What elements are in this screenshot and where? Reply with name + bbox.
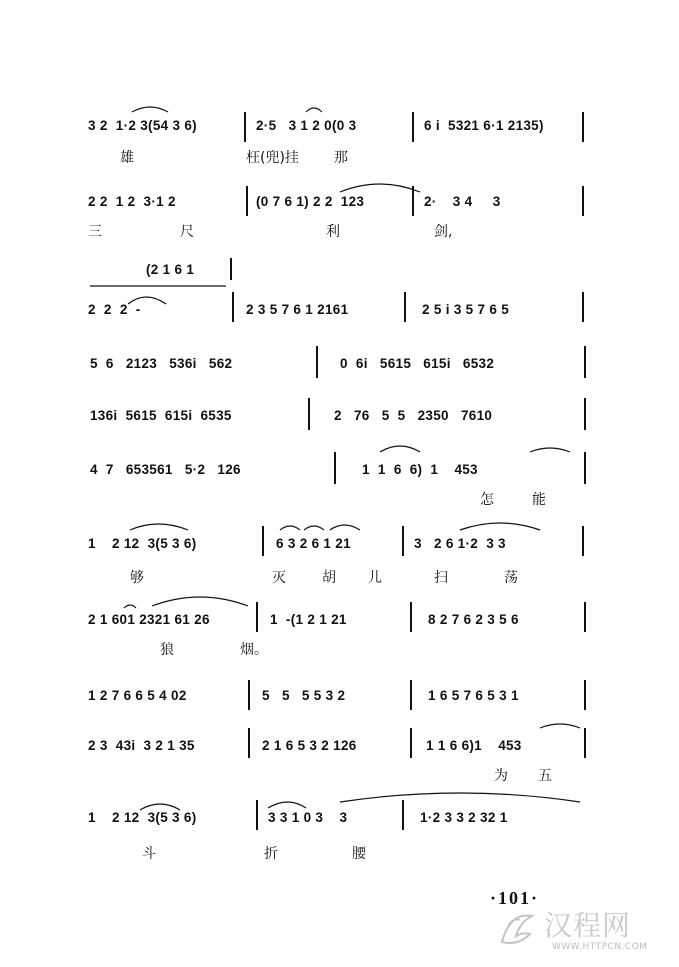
- staff-1-measure-1: 3 2 1·2 3(54 3 6): [88, 118, 197, 133]
- staff-2-measure-2: (0 7 6 1) 2 2 123: [256, 194, 365, 209]
- staff-7-measure-2: 6 3 2 6 1 21: [276, 536, 351, 551]
- lyric: 为: [494, 768, 508, 784]
- lyric: 腰: [352, 846, 366, 862]
- lyric: 扫: [434, 570, 448, 586]
- barline: [402, 800, 404, 830]
- barline: [248, 680, 250, 710]
- barline: [582, 292, 584, 322]
- barline: [584, 398, 586, 430]
- staff-7-measure-3: 3 2 6 1·2 3 3: [414, 536, 506, 551]
- watermark-text: 汉程网: [544, 909, 632, 942]
- staff-10-measure-2: 2 1 6 5 3 2 126: [262, 738, 357, 753]
- staff-2-measure-1: 2 2 1 2 3·1 2: [88, 194, 176, 209]
- staff-6-measure-1: 4 7 653561 5·2 126: [90, 462, 241, 477]
- lyric: 狼: [160, 642, 174, 658]
- logo-icon: [492, 902, 544, 954]
- barline: [584, 452, 586, 484]
- lyric: 能: [532, 492, 546, 508]
- staff-10-measure-1: 2 3 43i 3 2 1 35: [88, 738, 195, 753]
- barline: [316, 346, 318, 378]
- staff-11-measure-2: 3 3 1 0 3 3: [268, 810, 348, 825]
- barline: [412, 186, 414, 216]
- lyric: 灭: [272, 570, 286, 586]
- staff-2-measure-3: 2· 3 4 3: [424, 194, 501, 209]
- barline: [230, 258, 232, 280]
- barline: [256, 800, 258, 830]
- lyric: 利: [326, 224, 340, 240]
- staff-4-measure-2: 0 6i 5615 615i 6532: [340, 356, 495, 371]
- barline: [584, 602, 586, 632]
- lyric: 儿: [368, 570, 382, 586]
- barline: [308, 398, 310, 430]
- staff-4-measure-1: 5 6 2123 536i 562: [90, 356, 233, 371]
- barline: [232, 292, 234, 322]
- staff-9-measure-3: 1 6 5 7 6 5 3 1: [428, 688, 519, 703]
- watermark-logo: [492, 900, 672, 960]
- barline: [248, 728, 250, 758]
- lyric: 尺: [180, 224, 194, 240]
- page-number: ·101·: [490, 888, 540, 908]
- staff-3-measure-2: 2 3 5 7 6 1 2161: [246, 302, 349, 317]
- lyric: 那: [334, 150, 348, 166]
- barline: [582, 526, 584, 556]
- staff-3-alt-ending: (2 1 6 1: [146, 262, 195, 277]
- lyric: 折: [264, 846, 278, 862]
- barline: [262, 526, 264, 556]
- staff-8-measure-3: 8 2 7 6 2 3 5 6: [428, 612, 519, 627]
- staff-11-measure-1: 1 2 12 3(5 3 6): [88, 810, 197, 825]
- staff-6-measure-2: 1 1 6 6) 1 453: [362, 462, 478, 477]
- staff-7-measure-1: 1 2 12 3(5 3 6): [88, 536, 197, 551]
- barline: [246, 186, 248, 216]
- staff-3-measure-3: 2 5 i 3 5 7 6 5: [422, 302, 510, 317]
- lyric: 斗: [142, 846, 156, 862]
- staff-1-measure-3: 6 i 5321 6·1 2135): [424, 118, 544, 133]
- barline: [402, 526, 404, 556]
- barline: [584, 728, 586, 758]
- staff-9-measure-1: 1 2 7 6 6 5 4 02: [88, 688, 187, 703]
- barline: [582, 112, 584, 142]
- staff-9-measure-2: 5 5 5 5 3 2: [262, 688, 346, 703]
- lyric: 枉(兜)挂: [246, 150, 299, 166]
- staff-5-measure-2: 2 76 5 5 2350 7610: [334, 408, 493, 423]
- barline: [582, 186, 584, 216]
- lyric: 五: [538, 768, 552, 784]
- lyric: 够: [130, 570, 144, 586]
- lyric: 怎: [480, 492, 494, 508]
- lyric: 胡: [322, 570, 336, 586]
- lyric: 雄: [120, 150, 134, 166]
- barline: [404, 292, 406, 322]
- staff-11-measure-3: 1·2 3 3 2 32 1: [420, 810, 508, 825]
- staff-8-measure-2: 1 -(1 2 1 21: [270, 612, 347, 627]
- barline: [334, 452, 336, 484]
- lyric: 三: [88, 224, 102, 240]
- staff-1-measure-2: 2·5 3 1 2 0(0 3: [256, 118, 357, 133]
- staff-10-measure-3: 1 1 6 6)1 453: [426, 738, 522, 753]
- staff-8-measure-1: 2 1 601 2321 61 26: [88, 612, 210, 627]
- barline: [256, 602, 258, 632]
- watermark-url: WWW.HTTPCN.COM: [552, 942, 648, 952]
- barline: [584, 680, 586, 710]
- lyric: 烟。: [240, 642, 268, 658]
- lyric: 荡: [504, 570, 518, 586]
- barline: [584, 346, 586, 378]
- barline: [410, 602, 412, 632]
- barline: [412, 112, 414, 142]
- staff-3-measure-1: 2 2 2 -: [88, 302, 141, 317]
- barline: [244, 112, 246, 142]
- barline: [410, 728, 412, 758]
- staff-5-measure-1: 136i 5615 615i 6535: [90, 408, 232, 423]
- lyric: 剑,: [434, 224, 453, 240]
- barline: [410, 680, 412, 710]
